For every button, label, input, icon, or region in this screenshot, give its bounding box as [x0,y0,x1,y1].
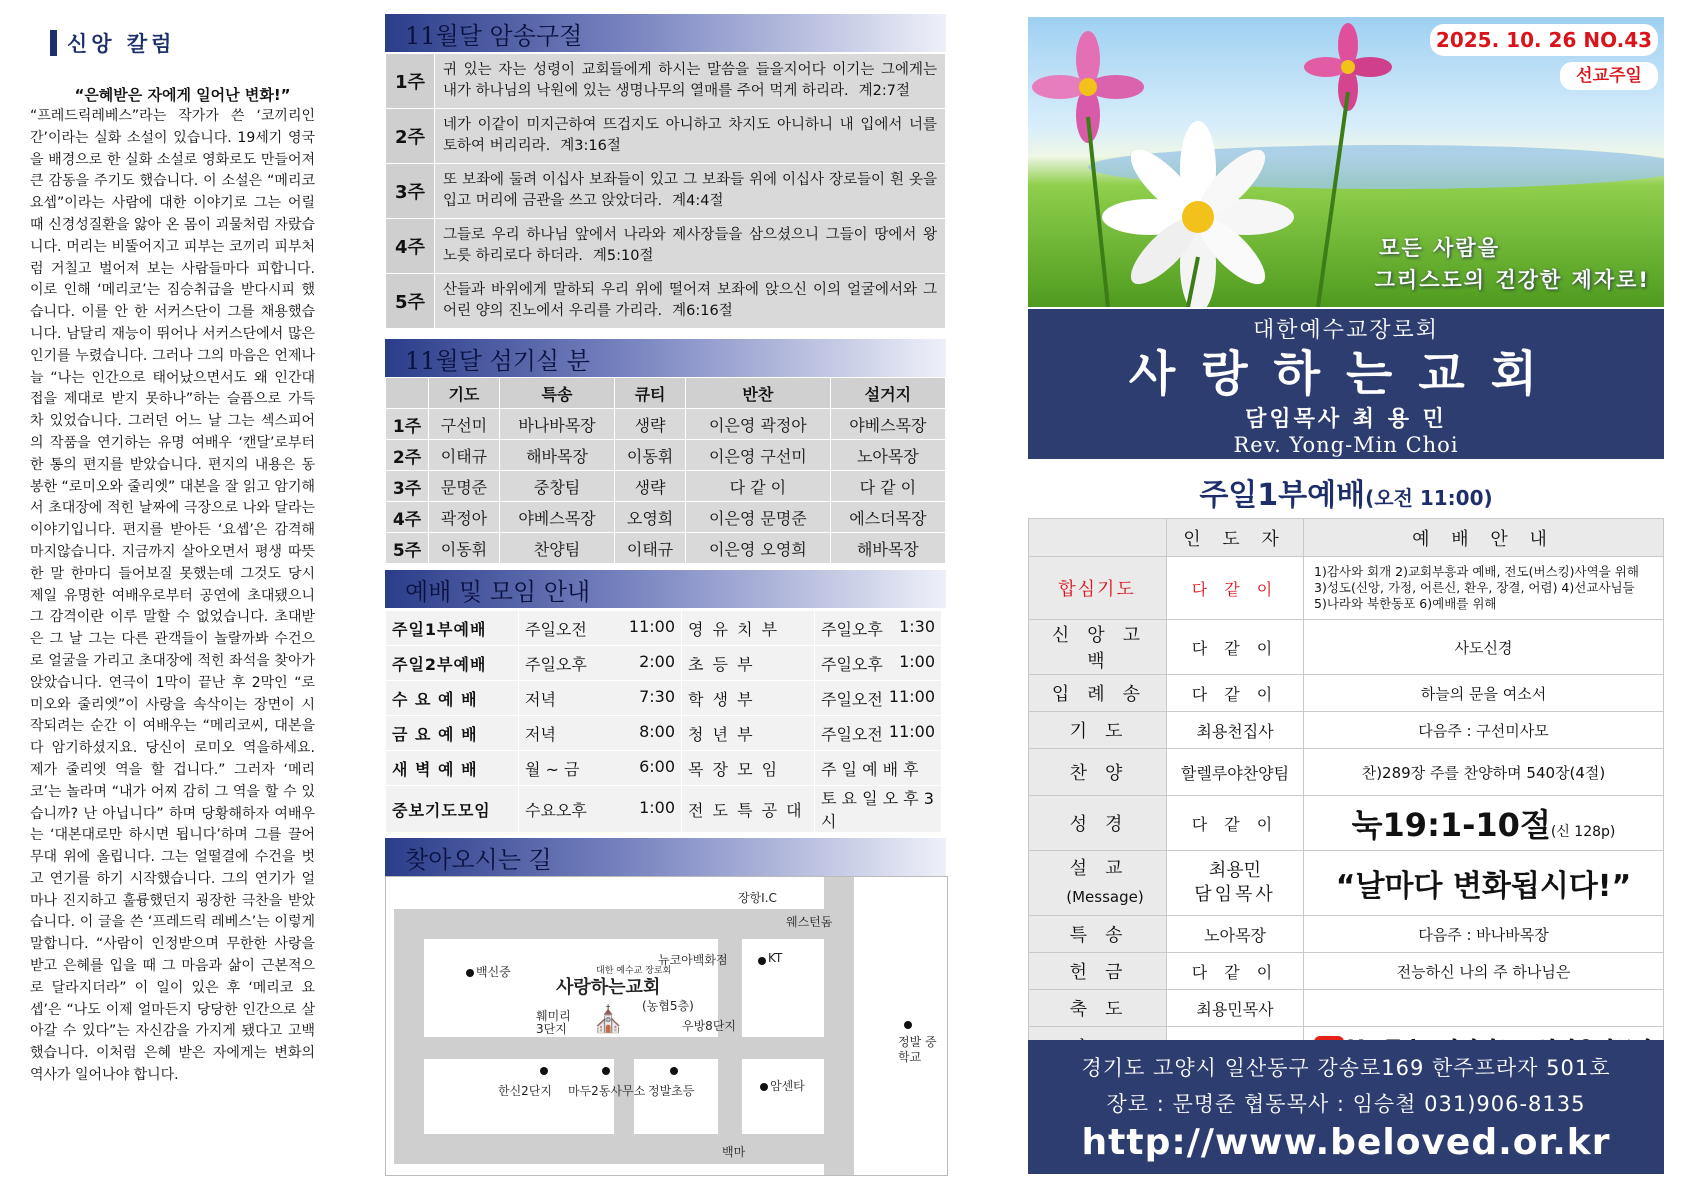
duty-week: 2주 [386,440,429,471]
verse-reference: 계2:7절 [858,83,911,99]
sermon-title: “날마다 변화됩시다!” [1304,851,1664,916]
order-of-worship-table [1028,518,1664,1068]
order-info [1304,990,1664,1027]
duty-row [386,440,946,471]
map-label-jeongbal-es: 정발초등 [648,1084,695,1098]
duty-week: 3주 [386,471,429,502]
order-row [1029,990,1664,1027]
column-title [50,28,175,58]
order-name: 신앙고백 [1029,620,1167,675]
sermon-preacher: 최용민 [1208,860,1262,881]
duty-cell: 이동휘 [429,533,500,564]
website-link[interactable]: http://www.beloved.or.kr [1081,1122,1611,1163]
order-info: 찬)289장 주를 찬양하며 540장(4절) [1304,749,1664,796]
duty-week: 5주 [386,533,429,564]
order-row-scripture [1029,796,1664,851]
order-name: 합심기도 [1029,557,1167,620]
department-name: 전 도 특 공 대 [682,786,815,833]
duty-header [385,339,946,377]
prayer-topic-line: 3)성도(신앙, 가정, 어른신, 환우, 장결, 어렴) 4)선교사님들 [1314,580,1635,595]
verse-row [386,54,946,109]
duty-cell: 바나바목장 [499,409,614,440]
order-leader [1167,851,1304,916]
worship-name: 새 벽 예 배 [386,751,519,786]
order-leader: 할렐루야찬양팀 [1167,749,1304,796]
order-row [1029,916,1664,953]
order-row-sermon [1029,851,1664,916]
order-name: 찬양 [1029,749,1167,796]
department-name: 영 유 치 부 [682,611,815,646]
column-headline: “은혜받은 자에게 일어난 변화!” [74,86,291,104]
order-leader: 다 같 이 [1167,620,1304,675]
map-marker [758,957,766,965]
worship-time: 6:00 [639,756,675,776]
duty-cell: 야베스목장 [499,502,614,533]
order-row-prayer [1029,557,1664,620]
verse-reference: 계6:16절 [672,303,733,319]
worship-day: 수요오후 [525,800,587,820]
order-info-prayer-topics [1304,557,1664,620]
senior-pastor-english: Rev. Yong-Min Choi [1233,433,1459,457]
verse-text: 네가 이같이 미지근하여 뜨겁지도 아니하고 차지도 아니하니 내 입에서 너를 토하여 버리리라. [443,117,937,154]
worship-name: 중보기도모임 [386,786,519,833]
worship-name: 주일2부예배 [386,646,519,681]
duty-cell: 문명준 [429,471,500,502]
department-time: 11:00 [888,686,935,706]
directions-map[interactable] [385,876,948,1176]
church-address: 경기도 고양시 일산동구 강송로169 한주프라자 501호 [1081,1056,1611,1080]
duty-cell: 해바목장 [499,440,614,471]
department-schedule [815,716,942,751]
worship-row [386,681,942,716]
order-name [1029,851,1167,916]
worship-day: 저녁 [525,689,556,709]
duty-column-header: 특송 [499,378,614,409]
order-name: 특송 [1029,916,1167,953]
department-schedule [815,786,942,833]
worship-time: 7:30 [639,686,675,706]
memory-verse-table [385,53,946,329]
sermon-label: 설교 [1069,858,1141,879]
verse-row [386,219,946,274]
map-marker [760,1083,768,1091]
scripture-reference: 눅19:1-10절 [1351,806,1551,844]
order-row [1029,953,1664,990]
map-label-amcenter: 암센타 [770,1079,805,1093]
department-time: 11:00 [888,721,935,741]
order-leader: 다 같 이 [1167,796,1304,851]
verse-reference: 계5:10절 [592,248,654,264]
department-time: 1:00 [899,651,935,671]
department-day: 주 일 예 배 후 [821,759,919,779]
verse-row [386,274,946,329]
map-label-madu: 마두2동사무소 [568,1084,646,1098]
worship-time: 8:00 [639,721,675,741]
department-schedule [815,681,942,716]
map-marker [540,1067,548,1075]
duty-cell: 이태규 [615,533,686,564]
staff-contact: 장로 : 문명준 협동목사 : 임승철 031)906-8135 [1106,1092,1586,1116]
verse-reference: 계4:4절 [672,193,724,209]
worship-row [386,786,942,833]
mission-sunday-badge: 선교주일 [1560,62,1658,90]
order-name: 기도 [1029,712,1167,749]
worship-schedule [519,611,682,646]
duty-cell: 에스더목장 [830,502,945,533]
worship-guide-header [385,570,946,608]
verse-text: 산들과 바위에게 말하되 우리 위에 떨어져 보좌에 앉으신 이의 얼굴에서와 그 어린 양의 진노에서 우리를 가리라. [443,282,937,319]
map-label-hansin: 한신2단지 [498,1084,553,1098]
worship-row [386,751,942,786]
senior-pastor: 담임목사 최 용 민 [1245,407,1447,432]
duty-cell: 찬양팀 [499,533,614,564]
order-info: 다음주 : 바나바목장 [1304,916,1664,953]
map-marker [670,1067,678,1075]
church-name: 사랑하는교회 [1128,346,1564,402]
map-label-baeksin: 백신중 [476,965,511,979]
prayer-topic-line: 5)나라와 북한동포 6)예배를 위해 [1314,596,1497,611]
duty-column-header: 반찬 [685,378,830,409]
order-leader: 최용천집사 [1167,712,1304,749]
verse-week: 3주 [386,164,435,219]
order-leader: 다 같 이 [1167,675,1304,712]
department-schedule [815,751,942,786]
verse-text: 또 보좌에 둘려 이십사 보좌들이 있고 그 보좌들 위에 이십사 장로들이 흰 옷을 입고 머리에 금관을 쓰고 앉았더라. [443,172,937,209]
duty-title: 11월달 섬기실 분 [405,346,590,375]
map-label-nonghyup: (농협5층) [642,999,694,1013]
worship-day: 주일오후 [525,654,587,674]
duty-row [386,502,946,533]
order-leader: 최용민목사 [1167,990,1304,1027]
department-name: 청 년 부 [682,716,815,751]
department-schedule [815,646,942,681]
department-day: 토 요 일 오 후 3시 [821,789,934,831]
verse-row [386,164,946,219]
department-day: 주일오후 [821,619,883,639]
directions-title: 찾아오시는 길 [405,845,552,874]
verse-content [435,274,946,329]
service-name: 주일1부예배 [1199,478,1366,513]
department-time: 1:30 [899,616,935,636]
verse-content [435,54,946,109]
road-middle [424,1037,824,1059]
duty-week: 1주 [386,409,429,440]
worship-day: 저녁 [525,724,556,744]
worship-name: 금 요 예 배 [386,716,519,751]
duty-row [386,533,946,564]
worship-schedule [519,786,682,833]
department-name: 학 생 부 [682,681,815,716]
department-day: 주일오전 [821,724,883,744]
verse-week: 5주 [386,274,435,329]
duty-cell: 이은영 오영희 [685,533,830,564]
order-header-leader: 인 도 자 [1167,519,1304,557]
order-name: 축도 [1029,990,1167,1027]
worship-schedule [519,646,682,681]
prayer-topic-line: 1)감사와 회개 2)교회부흥과 예배, 전도(버스킹)사역을 위해 [1314,564,1639,579]
church-building-icon: ⛪ [592,1005,625,1035]
map-label-newcore: 뉴코아백화점 [658,953,728,967]
church-footer [1028,1040,1664,1174]
map-church-denomination: 대한 예수교 장로회 [596,966,672,976]
duty-column-header: 기도 [429,378,500,409]
duty-column-header [386,378,429,409]
worship-row [386,646,942,681]
memory-verse-header [385,14,946,52]
map-church-name: 사랑하는교회 [556,977,661,998]
worship-day: 주일오전 [525,619,587,639]
duty-cell: 오영희 [615,502,686,533]
duty-row [386,471,946,502]
duty-cell: 야베스목장 [830,409,945,440]
order-info: 전능하신 나의 주 하나님은 [1304,953,1664,990]
worship-time: 2:00 [639,651,675,671]
department-name: 초 등 부 [682,646,815,681]
verse-reference: 계3:16절 [560,138,621,154]
department-day: 주일오후 [821,654,883,674]
worship-row [386,611,942,646]
worship-schedule [519,751,682,786]
duty-cell: 노아목장 [830,440,945,471]
duty-cell: 곽정아 [429,502,500,533]
duty-cell: 이은영 구선미 [685,440,830,471]
sermon-preacher-title: 담임목사 [1194,884,1276,905]
map-marker [904,1021,912,1029]
road-left [394,909,424,1164]
duty-cell: 생략 [615,471,686,502]
slogan [1300,232,1650,296]
map-label-westerndom: 웨스턴돔 [786,915,833,929]
worship-schedule [519,716,682,751]
duty-cell: 생략 [615,409,686,440]
slogan-line-1: 모든 사람을 [1379,236,1500,260]
duty-table [385,377,946,564]
slogan-line-2: 그리스도의 건강한 제자로! [1374,268,1650,292]
order-name: 입례송 [1029,675,1167,712]
verse-content [435,164,946,219]
worship-time: 11:00 [628,616,675,636]
order-header-row [1029,519,1664,557]
order-row [1029,749,1664,796]
order-header-blank [1029,519,1167,557]
duty-cell: 중창팀 [499,471,614,502]
issue-date-badge: 2025. 10. 26 NO.43 [1430,24,1658,56]
map-label-baekma: 백마 [722,1145,746,1159]
verse-week: 2주 [386,109,435,164]
verse-text: 그들로 우리 하나님 앞에서 나라와 제사장들을 삼으셨으니 그들이 땅에서 왕 노릇 하리로다 하더라. [443,227,937,264]
department-day: 주일오전 [821,689,883,709]
duty-cell: 이태규 [429,440,500,471]
order-info-scripture [1304,796,1664,851]
worship-row [386,716,942,751]
duty-cell: 다 같 이 [685,471,830,502]
road-top [394,909,854,939]
order-name: 헌금 [1029,953,1167,990]
map-label-janghang: 장항I.C [738,891,777,905]
order-row [1029,620,1664,675]
sermon-sub-label: (Message) [1066,888,1144,906]
verse-content [435,109,946,164]
duty-cell: 구선미 [429,409,500,440]
service-title [1028,470,1664,514]
order-info: 사도신경 [1304,620,1664,675]
map-label-kt: KT [768,951,783,965]
worship-day: 월 ~ 금 [525,759,580,779]
verse-text: 귀 있는 자는 성령이 교회들에게 하시는 말씀을 들을지어다 이기는 그에게는 내가 하나님의 낙원에 있는 생명나무의 열매를 주어 먹게 하리라. [443,62,937,99]
order-leader: 다 같 이 [1167,557,1304,620]
road-bottom [394,1134,854,1164]
memory-verse-title: 11월달 암송구절 [405,21,583,50]
title-bar-marker [50,30,57,56]
map-label-jeongbal-ms: 정발 중학교 [898,1035,937,1064]
order-leader: 노아목장 [1167,916,1304,953]
duty-week: 4주 [386,502,429,533]
order-row [1029,712,1664,749]
order-leader: 다 같 이 [1167,953,1304,990]
map-marker [602,1067,610,1075]
worship-name: 수 요 예 배 [386,681,519,716]
column-body: “프레드릭레베스”라는 작가가 쓴 ‘코끼리인간’이라는 실화 소설이 있습니다. 19세기 영국을 배경으로 한 실화 소설로 영화로도 만들어져 큰 감동을 주기도 했습니다. 이 소설은 “메리코 요셉”이라는 사람에 대한 이야기로 그는 어릴 때 신경성질환을 앓아 온 몸이 괴물처럼 자랐습니다. 머리는 비뚤어지고 피부는 코끼리 피부처럼 거칠고 벌어져 보는 사람들마다 피합니다. 이로 인해 ‘메리코’는 짐승취급을 받다시피 했습니다. 이를 안 한 서커스단이 그를 채용했습니다. 남달리 재능이 뛰어나 서커스단에서 많은 인기를 누렸습니다. 그러나 그의 마음은 언제나 늘 “나는 인간으로 태어났으면서도 왜 인간대접을 제대로 받지 못하나”하는 슬픔으로 가득 차 있었습니다. 그러던 어느 날 그는 섹스피어의 작품을 연기하는 유명 여배우 ‘캔달’로부터 한 통의 편지를 받았습니다. 편지의 내용은 동봉한 “로미오와 줄리엣” 대본을 잘 읽고 암기해서 초대장에 적힌 날짜에 극장으로 나와 달라는 이야기입니다. 편지를 받아든 ‘요셉’은 감격해 마지않습니다. 지금까지 살아오면서 평생 따뜻한 말 한마디 들어보질 못했는데 그것도 당시 제일 유명한 여배우로부터 공연에 초대됐으니 그 감격이란 이루 말할 수 없었습니다. 초대받은 그 날 그는 다른 관객들이 놀랄까봐 수건으로 얼굴을 가리고 초대장에 적힌 좌석을 찾아가 앉았습니다. 연극이 1막이 끝난 후 2막인 “로미오와 줄리엣”이 사랑을 속삭이는 장면이 시작되려는 순간 이 여배우는 “메리코씨, 대본을 다 암기하셨지요. 당신이 로미오 역을하세요. 제가 줄리엣 역을 할 겁니다.” 그러자 ‘메리코’는 놀라며 “내가 어찌 감히 그 역을 할 수 있습니까? 난 아닙니다” 하며 당황해하자 여배우는 ‘대본대로만 하시면 됩니다’하며 그를 끌어 무대 위에 올립니다. 그는 얼떨결에 수건을 벗고 연기를 하기 시작했습니다. 그의 연기가 얼마나 진지하고 훌륭했던지 굉장한 극찬을 받았습니다. 이 글을 쓴 ‘프레드릭 레베스’는 이렇게 말합니다. “사람이 인정받으며 무한한 사랑을 받고 은혜를 입을 때 그 마음과 삶이 근본적으로 달라지더라” 이 일이 있은 후 ‘메리코 요셉’은 “나도 이제 얼마든지 당당한 인간으로 살아갈 수 있다”는 자신감을 가지게 됐다고 고백했습니다. 이처럼 은혜 받은 자에게는 변화의 역사가 일어나야 합니다. [30,108,315,1084]
order-info: 하늘의 문을 여소서 [1304,675,1664,712]
duty-cell: 다 같 이 [830,471,945,502]
duty-column-header: 큐티 [615,378,686,409]
worship-name: 주일1부예배 [386,611,519,646]
church-banner [1028,309,1664,459]
duty-cell: 이은영 문명준 [685,502,830,533]
map-marker [466,969,474,977]
duty-cell: 이동휘 [615,440,686,471]
worship-guide-table [385,610,942,833]
verse-row [386,109,946,164]
worship-schedule [519,681,682,716]
denomination: 대한예수교장로회 [1252,318,1440,343]
duty-cell: 해바목장 [830,533,945,564]
duty-column-header: 설거지 [830,378,945,409]
map-label-woobang: 우방8단지 [682,1019,737,1033]
worship-guide-title: 예배 및 모임 안내 [405,577,591,606]
department-name: 목 장 모 임 [682,751,815,786]
department-schedule [815,611,942,646]
worship-time: 1:00 [639,797,675,817]
duty-row [386,409,946,440]
order-name: 성경 [1029,796,1167,851]
verse-week: 1주 [386,54,435,109]
directions-header [385,838,946,876]
verse-week: 4주 [386,219,435,274]
duty-cell: 이은영 곽정아 [685,409,830,440]
scripture-page: (신 128p) [1550,824,1616,840]
verse-content [435,219,946,274]
map-label-hwimiri: 훼미리 3단지 [536,1009,571,1036]
column-title-text: 신앙 칼럼 [67,32,176,56]
service-time: (오전 11:00) [1365,486,1493,510]
order-header-info: 예 배 안 내 [1304,519,1664,557]
order-row [1029,675,1664,712]
order-info: 다음주 : 구선미사모 [1304,712,1664,749]
